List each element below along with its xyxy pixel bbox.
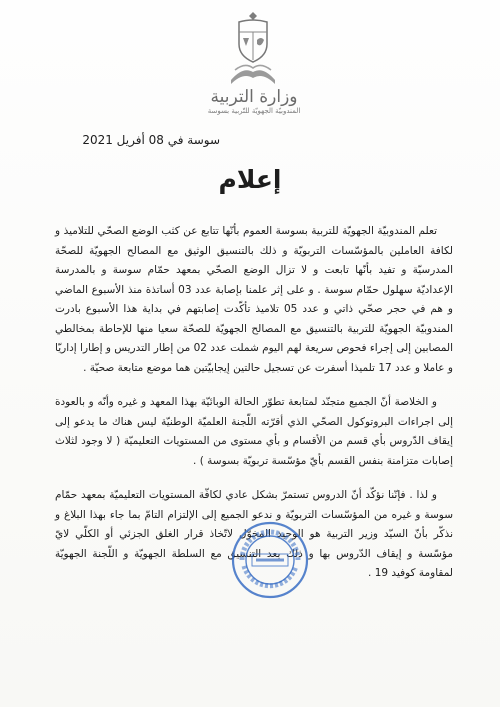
ministry-logo — [194, 10, 314, 114]
tunisia-coat-of-arms-icon — [229, 10, 277, 86]
ministry-name: وزارة التربية — [210, 87, 298, 107]
document-date: سوسة في 08 أفريل 2021 — [82, 133, 220, 147]
paragraph-2: و الخلاصة أنّ الجميع متجنّد لمتابعة تطوّر الحالة الوبائيّة بهذا المعهد و غيره وأنّه و بالعودة إلى اجراءات البروتوكول الصحّي الذي أقرّته اللّجنة العلميّة الوطنيّة ليس هناك ما يدعو إلى إيقاف الدّروس بأي قسم من الأقسام و بأي مستوى من المستويات التعليميّة ( لا وجود لثلاث إصابات متزامنة بنفس القسم بأيّ مؤسّسة تربويّة بسوسة ) . — [55, 396, 453, 467]
ministry-subtitle: المندوبيّة الجهويّة للتّربية بسوسة — [207, 107, 301, 115]
official-stamp — [230, 520, 310, 600]
document-title: إعلام — [218, 165, 282, 194]
paragraph-1: تعلم المندوبيّة الجهويّة للتربية بسوسة العموم بأنّها تتابع عن كثب الوضع الصحّي للتلاميذ و لكافة العاملين بالمؤسّسات التربويّة و ذلك بالتنسيق الوثيق مع المصالح الجهويّة للصحّة المدرسيّة و تفيد بأنّها تابعت و لا تزال الوضع الصحّي بمعهد حمّام سوسة و بالمدرسة الإعداديّة سهلول حمّام سوسة . و على إثر علمنا بإصابة عدد 03 أساتذة منذ الأسبوع الماضي و هم في حجر صحّي ذاتي و عدد 05 تلاميذ تأكّدت إصابتهم في بداية هذا الأسبوع بادرت المندوبيّة الجهويّة للتربية بالتنسيق مع المصالح الجهويّة للصحّة سعيا منها للإحاطة بمخالطي المصابين إلى إجراء فحوص سريعة لهم اليوم شملت عدد 02 من إطار التدريس و إطارا إداريّا و عاملا و عدد 17 تلميذا أسفرت عن تسجيل حالتين إيجابيّتين هما موضع متابعة صحيّة . — [55, 225, 453, 374]
paragraph-3: و لذا . فإنّنا نؤكّد أنّ الدروس تستمرّ بشكل عادي لكافّة المستويات التعليميّة بمعهد حمّام سوسة و غيره من المؤسّسات التربويّة و ندعو الجميع إلى الإلتزام التامّ بما جاء بهذا البلاغ و نذكّر بأنّ السيّد وزير التربية هو الوحيد المخوّل لاتّخاذ قرار الغلق الجزئي أو الكلّي لايّ مؤسّسة و إيقاف الدّروس بها و ذلك بعد التنسيق مع السلطة الجهويّة و اللّجنة الجهويّة لمقاومة كوفيد 19 . — [55, 489, 453, 579]
